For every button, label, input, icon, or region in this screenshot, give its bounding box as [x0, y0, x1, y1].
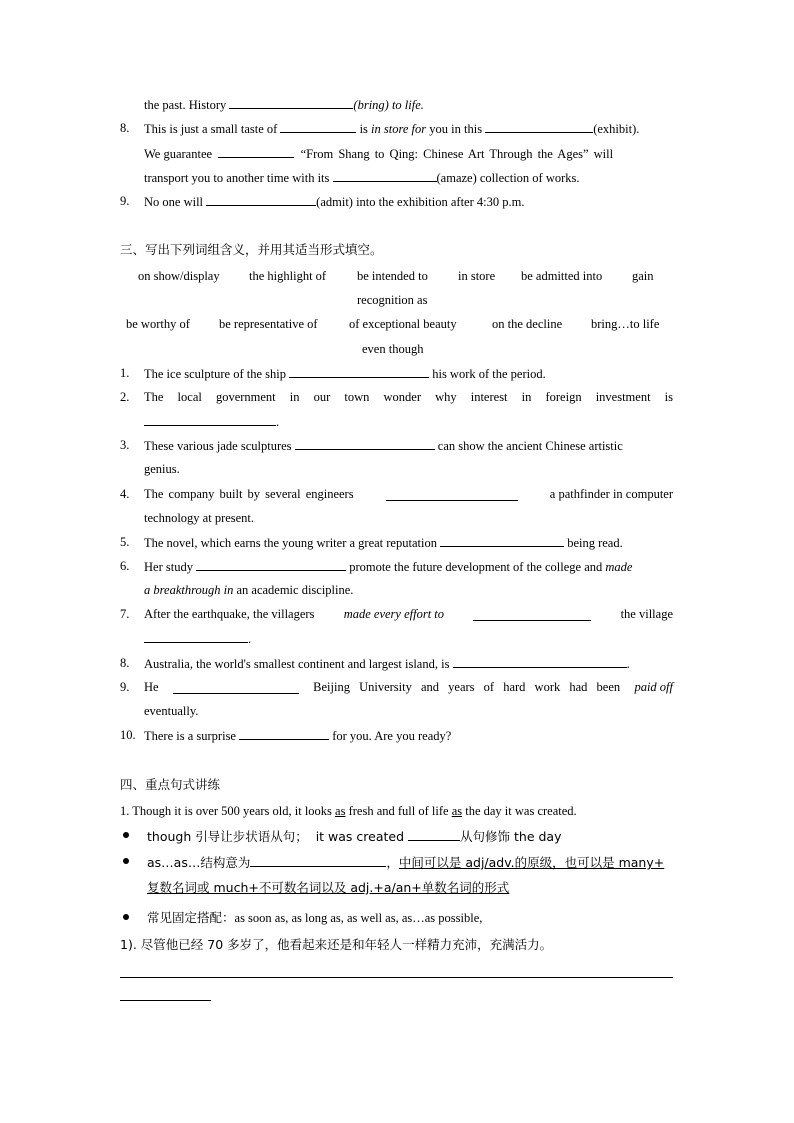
- text: a breakthrough in: [144, 583, 234, 597]
- phrase: be intended to: [357, 269, 428, 283]
- phrase: be representative of: [219, 317, 318, 331]
- underlined-text: 复数名词或 much+不可数名词以及 adj.+a/an+单数名词的形式: [147, 880, 510, 895]
- text: .: [626, 657, 630, 671]
- text: “From Shang to Qing: Chinese Art Through the Ages” will: [300, 147, 614, 161]
- phrase: the highlight of: [249, 269, 327, 283]
- phrase: recognition as: [357, 293, 428, 307]
- text: 从句修饰 the day: [460, 829, 562, 844]
- text: 常见固定搭配：: [147, 910, 235, 925]
- s3-item-10: [144, 727, 451, 744]
- note-2: [147, 854, 664, 871]
- s3-item-2-text: The local government in our town wonder why interest in foreign investment is: [144, 390, 673, 404]
- s3-item-5: [144, 534, 623, 551]
- s3-item-7-line-2: [144, 630, 251, 647]
- text: .: [276, 415, 280, 429]
- answer-blank[interactable]: [333, 169, 437, 182]
- text: the village: [620, 607, 673, 621]
- answer-line[interactable]: [120, 1000, 211, 1001]
- text: fresh and full of life: [348, 804, 449, 818]
- section-4-heading: 四、重点句式讲练: [120, 777, 221, 792]
- answer-blank[interactable]: [408, 828, 460, 841]
- item-9: [144, 193, 524, 210]
- answer-blank[interactable]: [386, 488, 518, 501]
- text: The company built by several engineers: [144, 487, 354, 501]
- text: made: [605, 560, 633, 574]
- text: The ice sculpture of the ship: [144, 367, 286, 381]
- text: a pathfinder in computer: [549, 487, 673, 501]
- text: This is just a small taste of: [144, 122, 278, 136]
- answer-blank[interactable]: [239, 727, 329, 740]
- s3-item-1: [144, 365, 546, 382]
- text: He: [144, 680, 159, 694]
- text: being read.: [567, 536, 623, 550]
- answer-blank[interactable]: [196, 558, 346, 571]
- answer-blank[interactable]: [473, 608, 591, 621]
- text: the day it was created.: [465, 804, 577, 818]
- text: Her study: [144, 560, 193, 574]
- text: No one will: [144, 195, 204, 209]
- text: it was created: [315, 829, 405, 844]
- phrase: be admitted into: [521, 269, 603, 283]
- s3-item-2-line-2: [144, 413, 279, 430]
- answer-blank[interactable]: [229, 96, 353, 109]
- bullet-icon: [123, 832, 129, 838]
- text: technology at present.: [144, 511, 255, 525]
- underlined-word: as: [451, 804, 463, 818]
- s3-item-9: [144, 679, 673, 695]
- text: the past. History: [144, 98, 227, 112]
- s3-item-6: [144, 558, 632, 575]
- text: is: [359, 122, 368, 136]
- text: genius.: [144, 462, 180, 476]
- key-sentence-1: [120, 803, 577, 819]
- item-number: 10.: [120, 728, 136, 742]
- text: for you. Are you ready?: [332, 729, 452, 743]
- note-3: [147, 910, 482, 926]
- answer-blank[interactable]: [206, 193, 316, 206]
- text: made every effort to: [343, 607, 445, 621]
- text: We guarantee: [144, 147, 213, 161]
- phrase: in store: [458, 269, 496, 283]
- item-number: 3.: [120, 438, 130, 452]
- s3-item-4: [144, 486, 673, 502]
- s3-item-6-line-2: [144, 582, 353, 598]
- text: can show the ancient Chinese artistic: [437, 439, 623, 453]
- answer-blank[interactable]: [485, 120, 593, 133]
- answer-blank[interactable]: [173, 681, 299, 694]
- text: .: [248, 632, 252, 646]
- text: (amaze) collection of works.: [436, 171, 580, 185]
- text: transport you to another time with its: [144, 171, 330, 185]
- text: though 引导让步状语从句；: [147, 829, 308, 844]
- bullet-icon: [123, 858, 129, 864]
- item-number: 9.: [120, 194, 130, 208]
- answer-blank[interactable]: [280, 120, 356, 133]
- text: you in this: [429, 122, 483, 136]
- note-2-line-2: [147, 880, 509, 896]
- bullet-icon: [123, 914, 129, 920]
- answer-blank[interactable]: [250, 854, 386, 867]
- s3-item-7: [144, 606, 673, 622]
- text: The novel, which earns the young writer a great reputation: [144, 536, 437, 550]
- answer-blank[interactable]: [453, 655, 627, 668]
- text: (bring) to life.: [353, 98, 424, 112]
- text: as soon as, as long as, as well as, as…as possible,: [234, 911, 483, 925]
- item-number: 4.: [120, 487, 130, 501]
- item-8-line-1: [144, 120, 639, 137]
- text: After the earthquake, the villagers: [144, 607, 315, 621]
- underlined-text: 中间可以是 adj/adv.的原级，也可以是 many+: [398, 855, 665, 870]
- s3-item-8: [144, 655, 630, 672]
- text: There is a surprise: [144, 729, 236, 743]
- text: These various jade sculptures: [144, 439, 292, 453]
- answer-blank[interactable]: [144, 630, 248, 643]
- item-number: 5.: [120, 535, 130, 549]
- text: ，: [386, 855, 399, 870]
- text: promote the future development of the college and: [349, 560, 603, 574]
- item-number: 1.: [120, 366, 130, 380]
- text: as…as…结构意为: [147, 855, 251, 870]
- text: Beijing University and years of hard work had been: [313, 680, 621, 694]
- item-number: 9.: [120, 680, 130, 694]
- underlined-word: as: [335, 804, 346, 818]
- phrase: on show/display: [138, 269, 220, 283]
- answer-line[interactable]: [120, 977, 673, 978]
- item-8-line-3: [144, 169, 580, 186]
- answer-blank[interactable]: [144, 413, 276, 426]
- note-1: [147, 828, 561, 845]
- item-7-continuation: [144, 96, 424, 113]
- item-number: 7.: [120, 607, 130, 621]
- answer-blank[interactable]: [295, 437, 435, 450]
- text: (admit) into the exhibition after 4:30 p.m.: [316, 195, 525, 209]
- translation-1-prompt: 1). 尽管他已经 70 多岁了，他看起来还是和年轻人一样精力充沛，充满活力。: [120, 937, 553, 952]
- item-number: 8.: [120, 656, 130, 670]
- answer-blank[interactable]: [440, 534, 564, 547]
- answer-blank[interactable]: [289, 365, 429, 378]
- s3-item-3: [144, 437, 623, 454]
- phrase: even though: [362, 342, 424, 356]
- text: Australia, the world's smallest continent and largest island, is: [144, 657, 450, 671]
- item-8-line-2: [144, 145, 673, 162]
- phrase: of exceptional beauty: [349, 317, 457, 331]
- phrase: on the decline: [492, 317, 563, 331]
- text: eventually.: [144, 704, 199, 718]
- section-3-heading: 三、写出下列词组含义，并用其适当形式填空。: [120, 242, 383, 257]
- text: his work of the period.: [432, 367, 546, 381]
- text: (exhibit).: [593, 122, 640, 136]
- answer-blank[interactable]: [218, 145, 294, 158]
- text: paid off: [634, 680, 673, 694]
- text: an academic discipline.: [236, 583, 354, 597]
- text: in store for: [371, 122, 427, 136]
- phrase: be worthy of: [126, 317, 190, 331]
- item-number: 8.: [120, 121, 130, 135]
- text: 1. Though it is over 500 years old, it looks: [120, 804, 332, 818]
- item-number: 6.: [120, 559, 130, 573]
- phrase: bring…to life: [591, 317, 660, 331]
- item-number: 2.: [120, 390, 130, 404]
- phrase: gain: [632, 269, 654, 283]
